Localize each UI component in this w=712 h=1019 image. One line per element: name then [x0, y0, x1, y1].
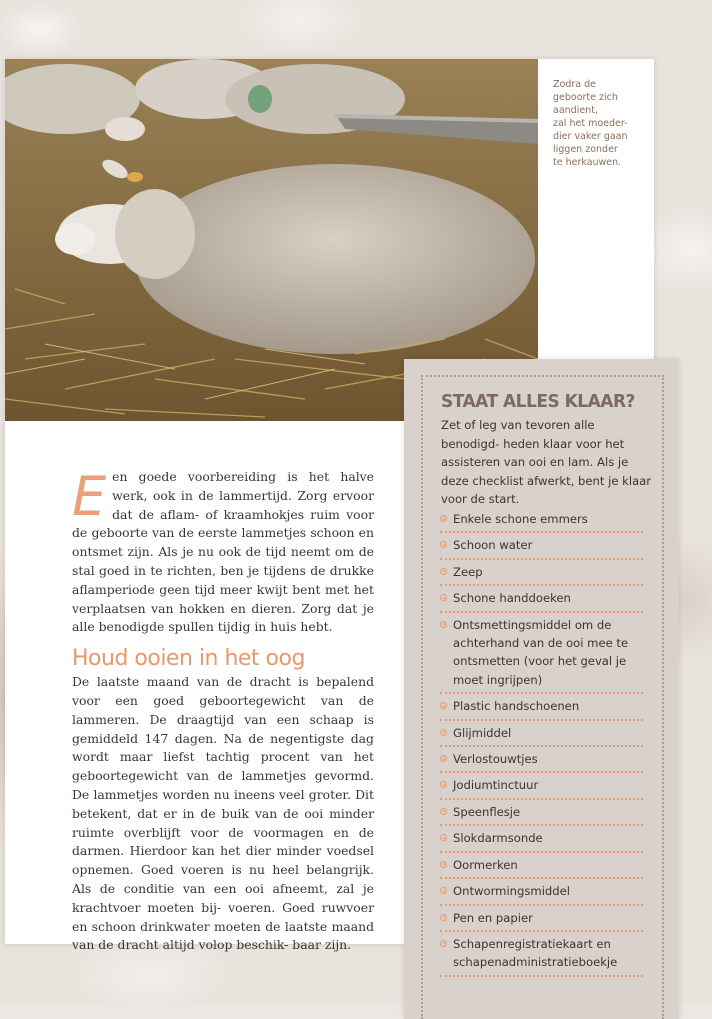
checklist-item-label: Pen en papier	[453, 910, 533, 925]
checklist-item-label: Ontsmettingsmiddel om de achterhand van de ooi mee te ontsmetten (voor het geval je moet ingrijpen)	[453, 617, 629, 687]
caption-line: zal het moeder-	[553, 118, 628, 129]
checklist-item-label: Plastic handschoenen	[453, 699, 580, 714]
bullet-icon	[440, 755, 447, 762]
checklist-item	[440, 586, 643, 612]
checklist-item	[440, 533, 643, 559]
checklist-item-label: Speenflesje	[453, 804, 521, 819]
intro-text: en goede voorbereiding is het halve werk, ook in de lammertijd. Zorg ervoor dat de aflam- of kraamhokjes ruim voor de geboorte van de eerste lammetjes schoon en ontsmet zijn. Als je nu ook de tijd neemt om de stal goed in te richten, ben je tijdens de drukke aflamperiode geen tijd meer kwijt bent met het verplaatsen van hokken en dieren. Zorg dat je alle benodigde spullen tijdig in huis hebt.	[72, 469, 374, 635]
checklist-item-label: Schone handdoeken	[453, 591, 571, 606]
checklist-item	[440, 826, 643, 852]
checklist-item	[440, 800, 643, 826]
bullet-icon	[440, 541, 447, 548]
section-heading: Houd ooien in het oog	[72, 646, 305, 672]
bullet-icon	[440, 808, 447, 815]
checklist-item-label: Oormerken	[453, 857, 518, 872]
caption-line: dier vaker gaan	[553, 131, 628, 142]
bullet-icon	[440, 729, 447, 736]
caption-line: liggen zonder	[553, 144, 618, 155]
checklist-item-label: Verlostouwtjes	[453, 752, 538, 767]
checklist-item-label: Schoon water	[453, 538, 533, 553]
checklist-item	[440, 879, 643, 905]
article-body	[72, 465, 374, 955]
checklist-item-label: Schapenregistratiekaart en schapenadministratieboekje	[453, 936, 618, 970]
checklist-item-label: Zeep	[453, 564, 483, 579]
bullet-icon	[440, 887, 447, 894]
checklist-item	[440, 721, 643, 747]
checklist-item	[440, 932, 643, 977]
caption-line: geboorte zich	[553, 92, 618, 103]
body-paragraph: De laatste maand van de dracht is bepalend voor een goed geboortegewicht van de lammeren. De draagtijd van een schaap is gemiddeld 147 dagen. Na de negentigste dag wordt maar liefst tachtig procent van het geboortegewicht van de lammetjes gevormd. De lammetjes worden nu ineens veel groter. Dit betekent, dat er in de buik van de ooi minder ruimte overblijft voor de voormagen en de darmen. Hierdoor kan het dier minder voedsel opnemen. Goed voeren is nu heel belangrijk. Als de conditie van een ooi afneemt, zal je krachtvoer moeten bij- voeren. Goed ruwvoer en schoon drinkwater moeten de laatste maand van de dracht altijd volop beschik- baar zijn.	[72, 674, 374, 953]
checklist-item-label: Glijmiddel	[453, 725, 512, 740]
drop-cap: E	[72, 465, 107, 528]
bullet-icon	[440, 621, 447, 628]
checklist-item	[440, 773, 643, 799]
bullet-icon	[440, 594, 447, 601]
bullet-icon	[440, 568, 447, 575]
bullet-icon	[440, 861, 447, 868]
checklist-item	[440, 906, 643, 932]
intro-paragraph	[72, 465, 374, 637]
checklist-item	[440, 507, 643, 533]
checklist-item	[440, 694, 643, 720]
checklist-item	[440, 747, 643, 773]
bullet-icon	[440, 515, 447, 522]
checklist-item	[440, 853, 643, 879]
checklist-item	[440, 560, 643, 586]
bullet-icon	[440, 702, 447, 709]
bullet-icon	[440, 781, 447, 788]
checklist-items	[440, 507, 643, 977]
caption-line: te herkauwen.	[553, 157, 622, 168]
bullet-icon	[440, 940, 447, 947]
checklist-item	[440, 613, 643, 695]
photo-caption	[553, 78, 648, 169]
caption-line: aandient,	[553, 105, 598, 116]
checklist-item-label: Ontwormingsmiddel	[453, 884, 571, 899]
checklist-item-label: Jodiumtinctuur	[453, 778, 539, 793]
checklist-intro: Zet of leg van tevoren alle benodigd- heden klaar voor het assisteren van ooi en lam. Als je deze checklist afwerkt, bent je klaar voor de start.	[441, 418, 652, 507]
checklist-item-label: Enkele schone emmers	[453, 512, 588, 526]
checklist-title: STAAT ALLES KLAAR?	[441, 391, 635, 413]
caption-line: Zodra de	[553, 79, 596, 90]
checklist-item-label: Slokdarmsonde	[453, 831, 543, 846]
bullet-icon	[440, 834, 447, 841]
bullet-icon	[440, 914, 447, 921]
